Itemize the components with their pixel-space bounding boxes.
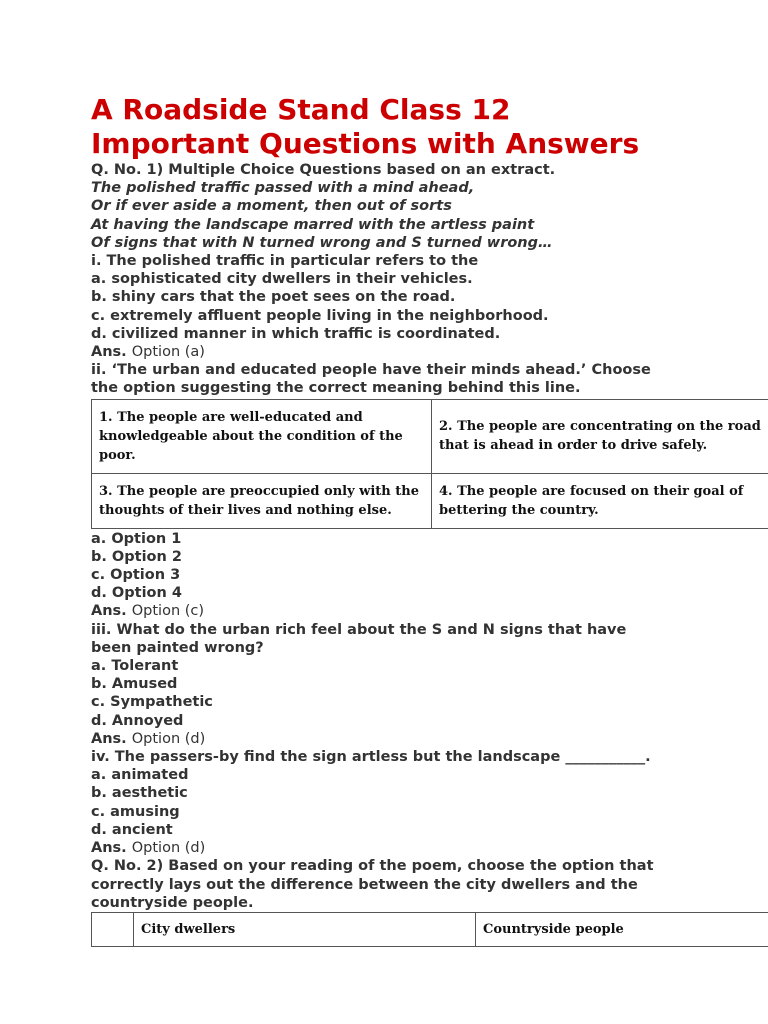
option-item: d. Annoyed — [91, 712, 184, 729]
option-item: c. Option 3 — [91, 567, 181, 584]
answer-label: Ans. — [91, 730, 127, 747]
table-header-cell: City dwellers — [134, 912, 476, 946]
extract-line: At having the landscape marred with the artless paint — [91, 216, 535, 233]
answer-label: Ans. — [91, 603, 127, 620]
table-row — [92, 399, 768, 473]
sub-question-i: i. The polished traffic in particular refers to the — [91, 253, 479, 270]
option-item: d. ancient — [91, 821, 173, 838]
answer — [91, 730, 768, 748]
option-item: b. aesthetic — [91, 785, 188, 802]
table-row — [92, 473, 768, 528]
answer-value: Option (d) — [131, 840, 206, 857]
sub-question-ii-cont: the option suggesting the correct meaning behind this line. — [91, 380, 581, 397]
answer — [91, 839, 768, 857]
option-item: c. amusing — [91, 803, 180, 820]
extract-line: The polished traffic passed with a mind ahead, — [91, 180, 475, 197]
question-1 — [91, 161, 768, 857]
table-cell: 2. The people are concentrating on the road that is ahead in order to drive safely. — [432, 399, 768, 473]
answer — [91, 602, 768, 620]
answer-value: Option (a) — [131, 344, 205, 361]
extract-line: Of signs that with N turned wrong and S turned wrong… — [91, 234, 553, 251]
answer-value: Option (d) — [131, 730, 206, 747]
answer-label: Ans. — [91, 344, 127, 361]
question-2 — [91, 857, 768, 947]
q1-heading: Q. No. 1) Multiple Choice Questions based on an extract. — [91, 162, 556, 178]
document-page — [91, 93, 768, 947]
q2-heading-cont: correctly lays out the difference between the city dwellers and the — [91, 876, 638, 893]
option-item: a. animated — [91, 767, 189, 784]
answer — [91, 343, 768, 361]
option-item: a. sophisticated city dwellers in their vehicles. — [91, 271, 473, 288]
table-header-cell — [92, 912, 134, 946]
title-line-2: Important Questions with Answers — [91, 127, 640, 160]
option-item: a. Option 1 — [91, 530, 182, 547]
option-item: d. civilized manner in which traffic is coordinated. — [91, 325, 501, 342]
option-item: c. extremely affluent people living in the neighborhood. — [91, 307, 549, 324]
option-item: a. Tolerant — [91, 658, 179, 675]
table-header-cell: Countryside people — [476, 912, 768, 946]
sub-question-ii: ii. ‘The urban and educated people have their minds ahead.’ Choose — [91, 362, 651, 379]
title-line-1: A Roadside Stand Class 12 — [91, 93, 511, 126]
table-cell: 4. The people are focused on their goal of bettering the country. — [432, 473, 768, 528]
table-cell: 3. The people are preoccupied only with the thoughts of their lives and nothing else. — [92, 473, 432, 528]
option-item: b. Amused — [91, 676, 178, 693]
table-cell: 1. The people are well-educated and knowledgeable about the condition of the poor. — [92, 399, 432, 473]
sub-question-iii-cont: been painted wrong? — [91, 639, 264, 656]
answer-value: Option (c) — [131, 603, 205, 620]
page-title — [91, 93, 768, 161]
answer-label: Ans. — [91, 840, 127, 857]
extract-line: Or if ever aside a moment, then out of sorts — [91, 198, 452, 215]
sub-question-iii: iii. What do the urban rich feel about the S and N signs that have — [91, 621, 627, 638]
option-item: b. Option 2 — [91, 548, 182, 565]
table-header-row — [92, 912, 768, 946]
option-item: d. Option 4 — [91, 585, 182, 602]
q2-heading: Q. No. 2) Based on your reading of the poem, choose the option that — [91, 858, 654, 875]
comparison-table — [91, 912, 768, 947]
option-item: c. Sympathetic — [91, 694, 213, 711]
sub-question-iv: iv. The passers-by find the sign artless but the landscape ___________. — [91, 749, 651, 766]
q2-heading-cont: countryside people. — [91, 894, 254, 911]
option-item: b. shiny cars that the poet sees on the road. — [91, 289, 456, 306]
statements-table — [91, 399, 768, 529]
